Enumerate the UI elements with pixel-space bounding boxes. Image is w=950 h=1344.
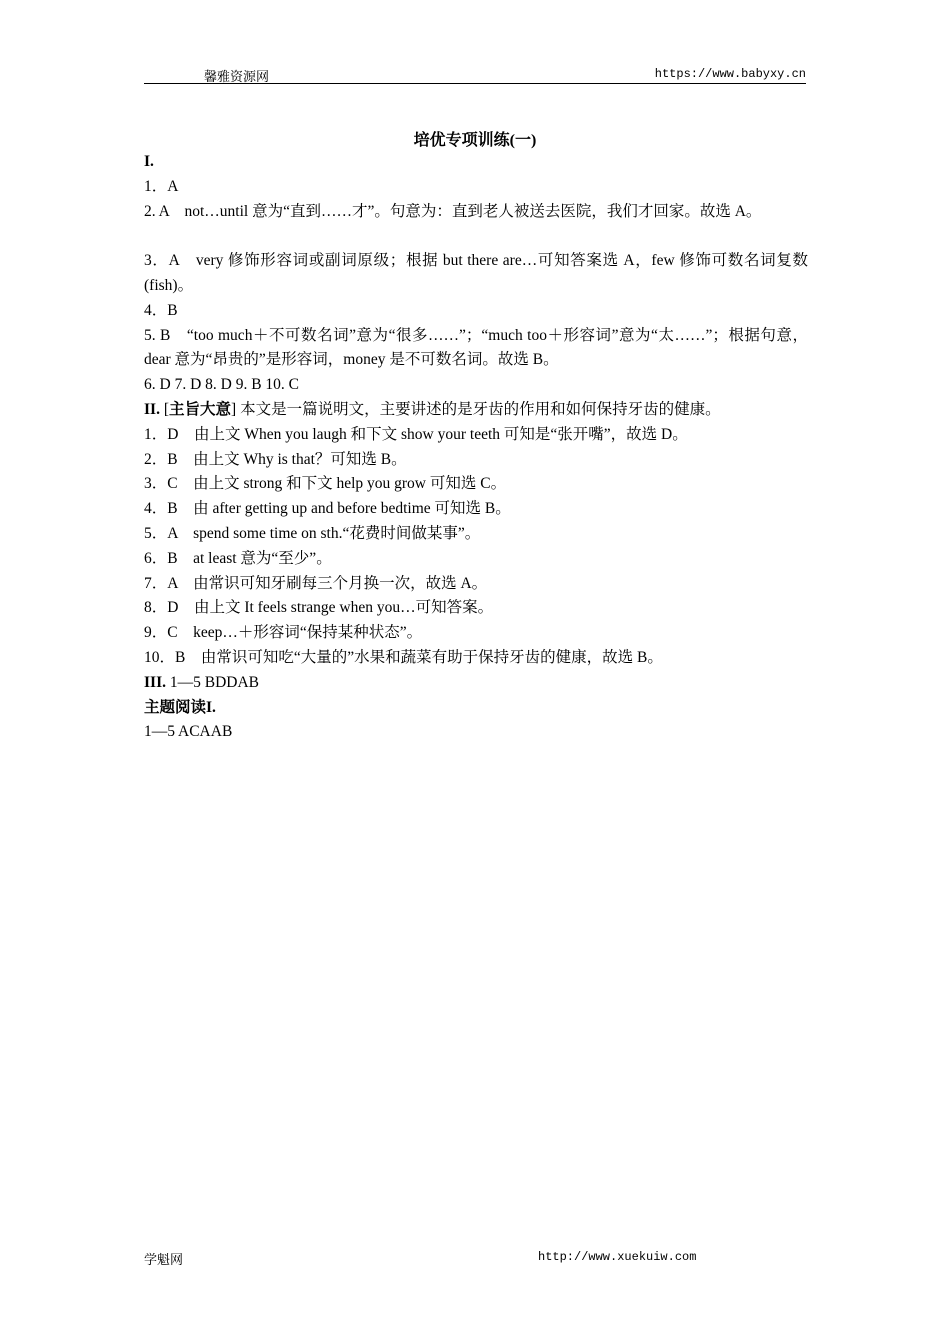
answer-item: 6．B at least 意为“至少”。 [144, 549, 332, 567]
header-divider [144, 83, 806, 84]
answer-item: 5. B “too much＋不可数名词”意为“很多……”；“much too＋形容词”意为“太……”；根据句意，dear 意为“昂贵的”是形容词，money 是不可数名词。故选 B。 [144, 326, 808, 369]
answer-item: 5．A spend some time on sth.“花费时间做某事”。 [144, 524, 481, 542]
header-site-name: 馨雅资源网 [204, 69, 270, 84]
answer-item: 7．A 由常识可知牙刷每三个月换一次，故选 A。 [144, 574, 488, 592]
answer-item: 10．B 由常识可知吃“大量的”水果和蔬菜有助于保持牙齿的健康，故选 B。 [144, 648, 663, 666]
section-3-label: III. [144, 673, 166, 691]
answer-item: 3．A very 修饰形容词或副词原级；根据 but there are…可知答案选 A，few 修饰可数名词复数(fish)。 [144, 252, 808, 294]
section-3-line [144, 671, 808, 696]
section-3-answers: 1—5 BDDAB [165, 673, 259, 691]
section-4-answers: 1—5 ACAAB [144, 723, 233, 741]
answer-item: 2．B 由上文 Why is that？可知选 B。 [144, 450, 407, 468]
answer-item: 9．C keep…＋形容词“保持某种状态”。 [144, 624, 423, 642]
answer-content [144, 150, 808, 745]
answer-item: 1．D 由上文 When you laugh 和下文 show your teeth 可知是“张开嘴”，故选 D。 [144, 425, 688, 443]
section-2-heading [144, 398, 808, 423]
section-2-summary: 本文是一篇说明文，主要讲述的是牙齿的作用和如何保持牙齿的健康。 [236, 400, 721, 418]
section-2-label: II. [144, 400, 160, 418]
answer-item: 4．B [144, 301, 178, 319]
answer-item: 8．D 由上文 It feels strange when you…可知答案。 [144, 599, 494, 617]
answer-item: 6. D 7. D 8. D 9. B 10. C [144, 376, 300, 394]
section-2-tag: [主旨大意] [163, 400, 237, 418]
answer-item: 3．C 由上文 strong 和下文 help you grow 可知选 C。 [144, 475, 507, 493]
page-title: 培优专项训练(一) [413, 132, 537, 149]
answer-item: 4．B 由 after getting up and before bedtime 可知选 B。 [144, 500, 511, 518]
header-url[interactable]: https://www.babyxy.cn [654, 67, 806, 81]
section-1-label: I. [144, 153, 154, 170]
footer-url[interactable]: http://www.xuekuiw.com [538, 1250, 697, 1264]
spacer [144, 224, 808, 249]
answer-item: 2. A not…until 意为“直到……才”。句意为：直到老人被送去医院，我们才回家。故选 A。 [144, 202, 762, 220]
section-4-label: 主题阅读I. [144, 698, 216, 716]
footer-site-name: 学魁网 [144, 1252, 184, 1267]
answer-item: 1．A [144, 177, 179, 195]
